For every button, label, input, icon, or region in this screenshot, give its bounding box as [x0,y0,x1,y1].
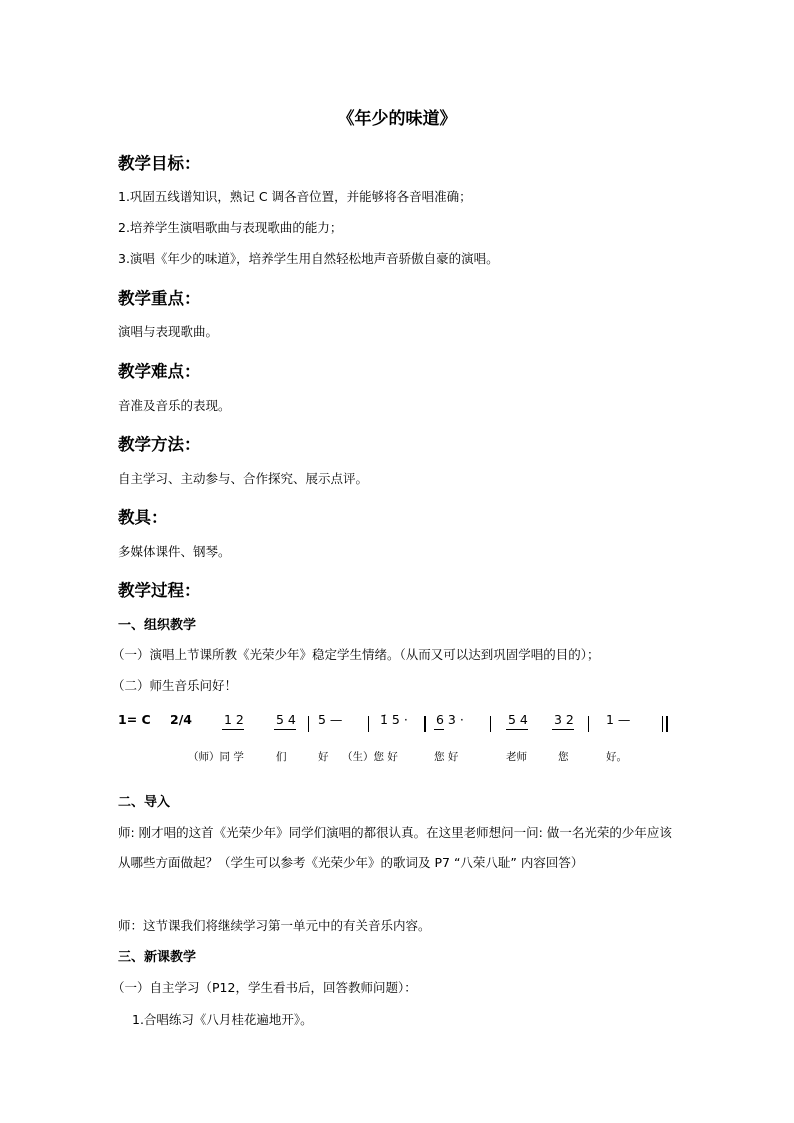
tools-text: 多媒体课件、钢琴。 [118,544,231,559]
bar-line [588,716,589,732]
page-title: 《年少的味道》 [337,109,457,129]
score-lyric: （师）同 学 [188,751,244,763]
score-time-signature: 2/4 [170,712,192,727]
part3-heading: 三、新课教学 [118,950,197,965]
underline-mark [222,729,244,730]
score-note-group: 3 2 [554,712,574,727]
bar-line [490,716,491,732]
part1-line1: （一）演唱上节课所教《光荣少年》稳定学生情绪。（从而又可以达到巩固学唱的目的）； [112,647,600,662]
heading-key-point: 教学重点： [118,289,201,308]
score-lyric: 您 好 [434,751,459,763]
goal-item-3: 3.演唱《年少的味道》，培养学生用自然轻松地声音骄傲自豪的演唱。 [118,251,499,266]
score-lyric: 好。 [606,751,627,763]
score-lyric: 好 [318,751,329,763]
difficulty-text: 音准及音乐的表现。 [118,398,231,413]
part2-heading: 二、导入 [118,795,171,810]
heading-tools: 教具： [118,508,168,527]
heading-process: 教学过程： [118,581,201,600]
final-bar-line [662,716,663,732]
bar-line [368,716,369,732]
underline-mark [506,729,528,730]
bar-line [424,716,426,732]
score-note-group: 1 — [606,712,631,727]
goal-item-2: 2.培养学生演唱歌曲与表现歌曲的能力； [118,220,343,235]
score-lyric: （生）您 好 [342,751,398,763]
underline-mark [434,729,444,730]
goal-item-1: 1.巩固五线谱知识，熟记 C 调各音位置，并能够将各音唱准确； [118,189,472,204]
underline-mark [274,729,296,730]
part1-heading: 一、组织教学 [118,618,197,633]
part1-line2: （二）师生音乐问好！ [112,678,238,693]
part2-paragraph-1: 师: 刚才唱的这首《光荣少年》同学们演唱的都很认真。在这里老师想问一问: 做一名光荣的少年应该从哪些方面做起？（学生可以参考《光荣少年》的歌词及 P7 “八荣八耻” 内容回答） [118,825,672,870]
key-point-text: 演唱与表现歌曲。 [118,324,219,339]
score-lyric: 您 [558,751,569,763]
numbered-notation [118,712,678,762]
score-key: 1= C [118,712,151,727]
heading-method: 教学方法： [118,435,201,454]
heading-difficulty: 教学难点： [118,362,201,381]
part3-line2: 1.合唱练习《八月桂花遍地开》。 [132,1012,313,1027]
score-note-group: 1 2 [224,712,244,727]
score-note-group: 5 4 [276,712,296,727]
score-note-group: 5 4 [508,712,528,727]
bar-line [308,716,309,732]
score-note-group: 1̇ 5 · [380,712,408,727]
final-bar-line [666,716,668,732]
score-lyric: 老师 [506,751,527,763]
part3-line1: （一）自主学习（P12，学生看书后，回答教师问题）： [112,980,417,995]
method-text: 自主学习、主动参与、合作探究、展示点评。 [118,471,369,486]
part2-paragraph-2: 师：这节课我们将继续学习第一单元中的有关音乐内容。 [118,918,431,933]
score-lyric: 们 [276,751,287,763]
score-note-group: 6 3 · [436,712,464,727]
score-note-group: 5 — [318,712,343,727]
heading-goals: 教学目标： [118,154,201,173]
underline-mark [552,729,574,730]
